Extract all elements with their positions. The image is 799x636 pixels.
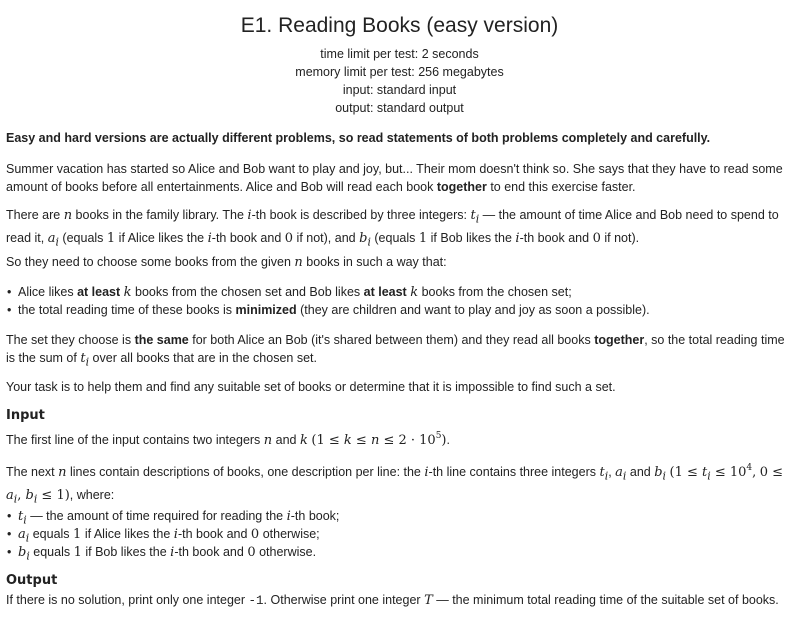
list-item: • $t_i$ — the amount of time required for reading the i-th book;	[7, 509, 340, 527]
memory-limit: memory limit per test: 256 megabytes	[295, 65, 504, 79]
intro-note: Easy and hard versions are actually different problems, so read statements of both problems completely and carefully.	[6, 131, 711, 145]
time-limit: time limit per test: 2 seconds	[320, 47, 479, 61]
list-item: • $a_i$ equals 1 if Alice likes the i-th book and 0 otherwise;	[7, 527, 320, 545]
paragraph-books: There are n books in the family library. The i-th book is described by three integers: $t_i$ — the amount of time Alice and Bob need to spend to read it, $a_i$ (equals 1 if Alice likes the i-th book and 0 if not), and $b_i$ (equals 1 if Bob likes the i-th book and 0 if not).	[6, 208, 779, 249]
input-heading: Input	[6, 408, 45, 423]
output-heading: Output	[6, 573, 58, 588]
output-text: If there is no solution, print only one integer -1. Otherwise print one integer T — the minimum total reading time of the suitable set of books.	[6, 593, 779, 608]
list-item: • the total reading time of these books is minimized (they are children and want to play and joy as soon a possible).	[7, 303, 650, 317]
paragraph-choose: So they need to choose some books from the given n books in such a way that:	[6, 255, 447, 270]
input-line2: The next n lines contain descriptions of books, one description per line: the i-th line contains three integers $t_i$, $a_i$ and $b_i$ ($1 \le t_i \le 10^4$, $0 \le a_i$, $b_i \le 1$), where:	[6, 463, 784, 506]
input-spec: input: standard input	[342, 83, 457, 97]
page-title: E1. Reading Books (easy version)	[240, 14, 559, 37]
input-line1: The first line of the input contains two integers n and k $(1 \le k \le n \le 2 \cdot 10^5)$.	[6, 431, 450, 448]
output-spec: output: standard output	[335, 101, 464, 115]
list-item: • $b_i$ equals 1 if Bob likes the i-th book and 0 otherwise.	[7, 545, 317, 563]
list-item: • Alice likes at least k books from the chosen set and Bob likes at least k books from the chosen set;	[7, 285, 572, 300]
paragraph-summer: Summer vacation has started so Alice and Bob want to play and joy, but... Their mom doesn't think so. She says that they have to read some amount of books before all entertainments. Alice and Bob will read each book together to end this exercise faster.	[6, 162, 783, 194]
paragraph-same-set: The set they choose is the same for both Alice an Bob (it's shared between them) and they read all books together, so the total reading time is the sum of $t_i$ over all books that are in the chosen set.	[6, 333, 785, 369]
paragraph-task: Your task is to help them and find any suitable set of books or determine that it is impossible to find such a set.	[6, 380, 616, 394]
